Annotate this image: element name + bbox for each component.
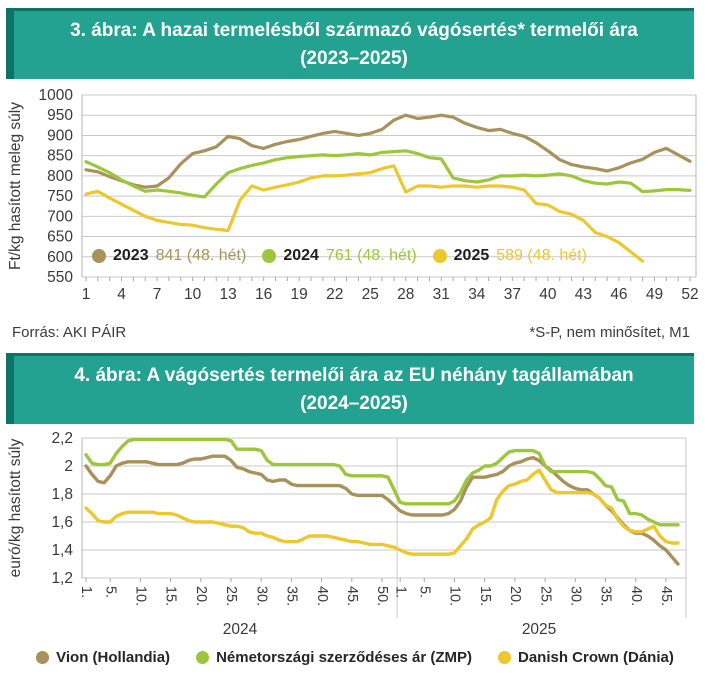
svg-text:40.: 40. (627, 586, 644, 607)
svg-text:31: 31 (432, 286, 450, 304)
svg-text:19: 19 (290, 286, 308, 304)
svg-text:25: 25 (361, 286, 379, 304)
figure4-line-chart (6, 432, 706, 640)
legend-dot-zmp (196, 651, 209, 664)
figure3-title-bar (6, 8, 694, 79)
figure4-legend (6, 649, 704, 666)
svg-text:2: 2 (64, 458, 73, 476)
svg-text:30.: 30. (253, 586, 270, 607)
svg-text:5.: 5. (102, 586, 119, 599)
svg-text:650: 650 (47, 228, 73, 246)
figure3-line-chart (6, 87, 706, 315)
svg-text:850: 850 (47, 147, 73, 165)
svg-text:800: 800 (47, 167, 73, 185)
svg-text:2025: 2025 (521, 621, 557, 639)
svg-text:1,2: 1,2 (51, 570, 73, 588)
svg-text:30.: 30. (567, 586, 584, 607)
svg-text:45.: 45. (658, 586, 675, 607)
legend-dot-2025 (433, 249, 447, 263)
legend-value-2024: 761 (48. hét) (325, 247, 417, 265)
svg-text:25.: 25. (223, 586, 240, 607)
svg-text:2,2: 2,2 (51, 432, 73, 448)
legend-dot-danish (498, 651, 511, 664)
legend-item-vion (36, 649, 170, 666)
legend-value-2025: 589 (48. hét) (496, 247, 587, 265)
figure4-title-line1: 4. ábra: A vágósertés termelői ára az EU néhány tagállamában (74, 365, 634, 387)
legend-label-2025: 2025 (453, 247, 490, 265)
svg-text:35.: 35. (597, 586, 614, 607)
svg-text:550: 550 (47, 269, 73, 287)
legend-dot-vion (36, 651, 49, 664)
svg-text:15.: 15. (162, 586, 179, 607)
legend-label-danish: Danish Crown (Dánia) (517, 649, 674, 667)
svg-text:20.: 20. (192, 586, 209, 607)
svg-text:1: 1 (81, 286, 91, 304)
svg-text:45.: 45. (343, 586, 360, 607)
svg-text:40: 40 (539, 286, 557, 304)
legend-item-zmp (196, 649, 472, 666)
svg-text:34: 34 (468, 286, 486, 304)
svg-text:50.: 50. (374, 586, 391, 607)
svg-text:2024: 2024 (222, 621, 258, 639)
figure3-title-line1: 3. ábra: A hazai termelésből származó vágósertés* termelői ára (70, 20, 638, 41)
svg-text:28: 28 (397, 286, 415, 304)
legend-dot-2023 (92, 249, 106, 263)
svg-text:euró/kg hasított súly: euró/kg hasított súly (7, 438, 24, 578)
source-label: Forrás: AKI PÁIR (12, 324, 127, 342)
legend-label-2024: 2024 (283, 247, 319, 265)
svg-text:7: 7 (152, 286, 162, 304)
svg-text:10.: 10. (446, 586, 463, 607)
svg-text:750: 750 (47, 188, 73, 206)
svg-text:43: 43 (574, 286, 593, 304)
svg-text:600: 600 (47, 248, 73, 266)
svg-text:10.: 10. (132, 586, 149, 607)
legend-label-zmp: Németországi szerződéses ár (ZMP) (216, 649, 472, 667)
legend-item-2025 (433, 247, 587, 265)
legend-label-vion: Vion (Hollandia) (56, 649, 171, 667)
figure3-source-row (6, 322, 704, 341)
figure3-title-line2: (2023–2025) (300, 47, 408, 69)
svg-text:5.: 5. (416, 586, 433, 599)
svg-text:35.: 35. (283, 586, 300, 607)
svg-text:1,8: 1,8 (51, 486, 73, 504)
svg-text:Ft/kg hasított meleg súly: Ft/kg hasított meleg súly (7, 102, 24, 271)
svg-text:13: 13 (219, 286, 237, 304)
svg-text:40.: 40. (313, 586, 330, 607)
svg-text:10: 10 (183, 286, 202, 304)
legend-item-danish (498, 649, 674, 666)
svg-text:700: 700 (47, 208, 73, 226)
svg-text:1000: 1000 (38, 87, 73, 105)
svg-text:15.: 15. (476, 586, 493, 607)
legend-value-2023: 841 (48. hét) (155, 247, 247, 265)
svg-text:1.: 1. (78, 586, 95, 599)
svg-text:4: 4 (117, 286, 126, 304)
legend-item-2024 (262, 247, 416, 265)
svg-text:1.: 1. (392, 586, 409, 599)
legend-item-2023 (92, 247, 246, 265)
svg-text:25.: 25. (537, 586, 554, 607)
svg-text:20.: 20. (507, 586, 524, 607)
svg-text:1,4: 1,4 (51, 542, 73, 560)
svg-text:1,6: 1,6 (51, 514, 73, 532)
legend-dot-2024 (262, 249, 276, 263)
legend-label-2023: 2023 (113, 247, 149, 265)
svg-text:46: 46 (610, 286, 628, 304)
figure4-title-bar (6, 353, 694, 424)
svg-text:22: 22 (326, 286, 344, 304)
figure3-chart (6, 87, 704, 320)
svg-text:49: 49 (645, 286, 664, 304)
svg-text:16: 16 (255, 286, 273, 304)
svg-text:900: 900 (47, 127, 73, 145)
figure4-title-line2: (2024–2025) (300, 392, 408, 414)
svg-text:37: 37 (503, 286, 521, 304)
svg-text:52: 52 (681, 286, 699, 304)
figure3-legend (92, 247, 587, 265)
svg-text:950: 950 (47, 107, 73, 125)
figure4-chart (6, 432, 704, 645)
footnote-label: *S-P, nem minősítet, M1 (529, 324, 690, 342)
